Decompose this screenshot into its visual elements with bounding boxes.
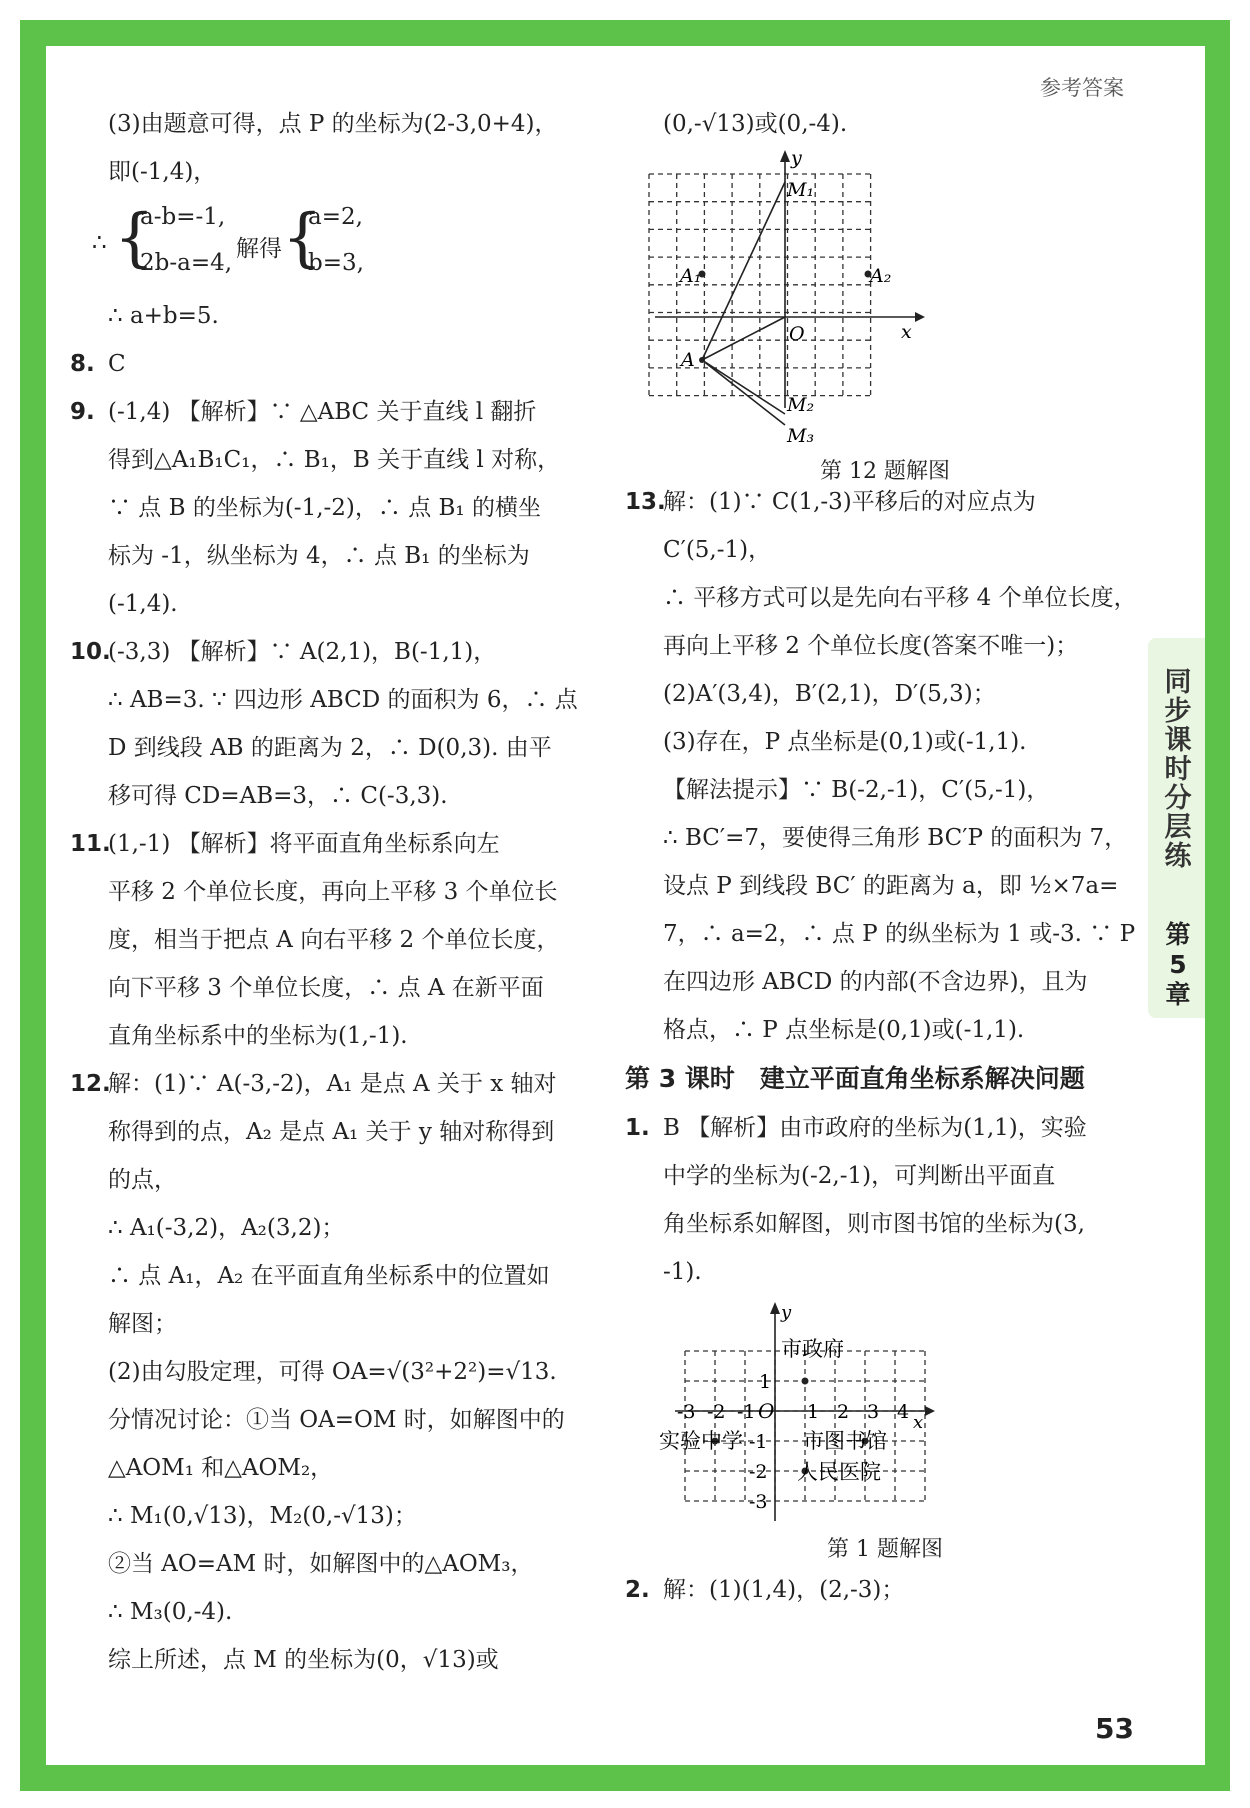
text-line: △AOM₁ 和△AOM₂， [108, 1455, 334, 1481]
answer-text: 解：(1)∵ C(1,-3)平移后的对应点为 [663, 489, 1036, 515]
text-line: (0,-√13)或(0,-4). [663, 111, 848, 137]
text-line: 综上所述，点 M 的坐标为(0，√13)或 [108, 1647, 499, 1673]
y-arrow-icon [780, 150, 790, 162]
segment-AO [702, 317, 785, 360]
green-border-right [1205, 20, 1230, 1791]
answer-item [70, 388, 590, 436]
answer-text: (-3,3) 【解析】∵ A(2,1)，B(-1,1)， [108, 639, 497, 665]
right-column [625, 100, 1145, 1614]
y-tick-label: -3 [749, 1491, 768, 1513]
y-tick-label: -1 [749, 1431, 768, 1453]
text-line: ∴ A₁(-3,2)，A₂(3,2)； [108, 1215, 345, 1241]
y-arrow-icon [770, 1302, 780, 1314]
label-M1: M₁ [787, 179, 815, 201]
y-label: y [791, 148, 802, 169]
green-border-top [20, 20, 1230, 46]
origin-label: O [758, 1399, 775, 1423]
y-tick-label: -2 [749, 1461, 768, 1483]
label-gov: 市政府 [781, 1337, 844, 1361]
x-tick-label: 2 [837, 1401, 850, 1423]
segment-AM1 [702, 182, 785, 360]
therefore-symbol: ∴ [92, 230, 107, 256]
figure-1-caption: 第 1 题解图 [827, 1537, 943, 1562]
equation-system [70, 196, 590, 292]
header-label: 参考答案 [1040, 76, 1124, 100]
text-line: ∵ 点 B 的坐标为(-1,-2)，∴ 点 B₁ 的横坐 [108, 495, 541, 521]
label-library: 市图书馆 [803, 1429, 887, 1453]
origin-label: O [789, 323, 805, 345]
text-line: ∴ M₁(0,√13)，M₂(0,-√13)； [108, 1503, 417, 1529]
right-column-bottom [625, 1566, 1145, 1614]
answer-item [70, 820, 590, 868]
text-line: (3)存在，P 点坐标是(0,1)或(-1,1). [663, 729, 1027, 755]
segment-AM3 [702, 360, 785, 425]
answer-number: 12. [70, 1071, 111, 1097]
figure-12-caption: 第 12 题解图 [820, 459, 950, 484]
side-tab-title: 同步课时分层练 [1164, 667, 1192, 872]
text-line: C′(5,-1)， [663, 537, 772, 563]
equation-1: a-b=-1, [140, 204, 226, 230]
x-tick-label: -1 [737, 1401, 756, 1423]
answer-item [70, 1060, 590, 1108]
text-line: 平移 2 个单位长度，再向上平移 3 个单位长 [108, 879, 558, 905]
x-arrow-icon [915, 312, 925, 322]
label-M2: M₂ [787, 394, 815, 416]
text-line: (3)由题意可得，点 P 的坐标为(2-3,0+4)， [108, 111, 558, 137]
x-arrow-icon [925, 1406, 935, 1416]
x-label: x [901, 321, 912, 343]
text-line: 度，相当于把点 A 向右平移 2 个单位长度， [108, 927, 560, 953]
answer-item [625, 1566, 1145, 1614]
text-line: 向下平移 3 个单位长度，∴ 点 A 在新平面 [108, 975, 544, 1001]
label-A1: A₁ [680, 265, 702, 287]
left-column [70, 100, 590, 1684]
green-border-left [20, 20, 46, 1791]
result-1: a=2, [308, 204, 363, 230]
answer-text: 解：(1)(1,4)，(2,-3)； [663, 1577, 905, 1603]
section-title: 第 3 课时 建立平面直角坐标系解决问题 [625, 1064, 1085, 1093]
x-tick-label: 1 [807, 1401, 820, 1423]
label-A2: A₂ [870, 265, 892, 287]
x-tick-label: 3 [867, 1401, 880, 1423]
side-tab-chapter: 第5章 [1165, 920, 1191, 1009]
text-line: (-1,4). [108, 591, 178, 617]
text-line: 角坐标系如解图，则市图书馆的坐标为(3, [663, 1211, 1085, 1237]
text-line: 的点， [108, 1167, 177, 1193]
x-tick-label: -2 [707, 1401, 726, 1423]
text-line: ∴ 平移方式可以是先向右平移 4 个单位长度， [663, 585, 1137, 611]
answer-number: 9. [70, 399, 95, 425]
equation-2: 2b-a=4, [140, 250, 233, 276]
answer-item [70, 628, 590, 676]
answer-item [70, 340, 590, 388]
text-line: ∴ a+b=5. [108, 303, 219, 329]
answer-number: 8. [70, 351, 95, 377]
page-number: 53 [1095, 1712, 1134, 1745]
left-brace: { [114, 201, 155, 275]
answer-number: 1. [625, 1115, 650, 1141]
result-2: b=3, [308, 250, 364, 276]
figure-12-graph [625, 148, 1145, 448]
text-line: -1). [663, 1259, 702, 1285]
answer-number: 13. [625, 489, 666, 515]
text-line: ∴ AB=3. ∵ 四边形 ABCD 的面积为 6，∴ 点 [108, 687, 578, 713]
text-line: 在四边形 ABCD 的内部(不含边界)，且为 [663, 969, 1088, 995]
text-line: ∴ M₃(0,-4). [108, 1599, 233, 1625]
label-school: 实验中学 [659, 1429, 743, 1453]
text-line: (2)由勾股定理，可得 OA=√(3²+2²)=√13. [108, 1359, 557, 1385]
label-A: A [681, 349, 695, 371]
text-line: 【解法提示】∵ B(-2,-1)，C′(5,-1)， [663, 777, 1050, 803]
answer-item [625, 1104, 1145, 1152]
text-line: 解图； [108, 1311, 177, 1337]
right-column-top [625, 100, 1145, 148]
text-line: 即(-1,4)， [108, 159, 217, 185]
text-line: 称得到的点，A₂ 是点 A₁ 关于 y 轴对称得到 [108, 1119, 555, 1145]
figure-1 [625, 1296, 1145, 1566]
y-tick-label: 1 [759, 1371, 772, 1393]
solve-label: 解得 [236, 236, 282, 262]
text-line: ∴ BC′=7，要使得三角形 BC′P 的面积为 7， [663, 825, 1128, 851]
label-M3: M₃ [787, 425, 815, 447]
text-line: 格点，∴ P 点坐标是(0,1)或(-1,1). [663, 1017, 1025, 1043]
text-line: ②当 AO=AM 时，如解图中的△AOM₃， [108, 1551, 534, 1577]
answer-number: 11. [70, 831, 111, 857]
answer-text: (-1,4) 【解析】∵ △ABC 关于直线 l 翻折 [108, 399, 537, 425]
x-tick-label: -3 [677, 1401, 696, 1423]
text-line: ∴ 点 A₁，A₂ 在平面直角坐标系中的位置如 [108, 1263, 550, 1289]
text-line: 7，∴ a=2，∴ 点 P 的纵坐标为 1 或-3. ∵ P [663, 921, 1136, 947]
y-label: y [781, 1302, 792, 1323]
text-line: (2)A′(3,4)，B′(2,1)，D′(5,3)； [663, 681, 996, 707]
answer-text: 解：(1)∵ A(-3,-2)，A₁ 是点 A 关于 x 轴对 [108, 1071, 557, 1097]
x-tick-label: 4 [897, 1401, 910, 1423]
text-line: 标为 -1，纵坐标为 4，∴ 点 B₁ 的坐标为 [108, 543, 530, 569]
figure-1-graph [625, 1296, 1145, 1526]
text-line: 移可得 CD=AB=3，∴ C(-3,3). [108, 783, 448, 809]
text-line: 直角坐标系中的坐标为(1,-1). [108, 1023, 408, 1049]
answer-number: 2. [625, 1577, 650, 1603]
answer-text: B 【解析】由市政府的坐标为(1,1)，实验 [663, 1115, 1087, 1141]
label-hospital: 人民医院 [797, 1460, 881, 1484]
green-border-bottom [20, 1765, 1230, 1791]
right-column-middle [625, 478, 1145, 1296]
x-label: x [913, 1412, 924, 1433]
text-line: 再向上平移 2 个单位长度(答案不唯一)； [663, 633, 1079, 659]
answer-text: (1,-1) 【解析】将平面直角坐标系向左 [108, 831, 500, 857]
text-line: 设点 P 到线段 BC′ 的距离为 a，即 ½×7a= [663, 873, 1119, 899]
answer-number: 10. [70, 639, 111, 665]
text-line: 得到△A₁B₁C₁，∴ B₁，B 关于直线 l 对称， [108, 447, 561, 473]
figure-12 [625, 148, 1145, 484]
text-line: D 到线段 AB 的距离为 2，∴ D(0,3). 由平 [108, 735, 552, 761]
left-brace: { [282, 201, 323, 275]
text-line: 分情况讨论：①当 OA=OM 时，如解图中的 [108, 1407, 565, 1433]
text-line: 中学的坐标为(-2,-1)，可判断出平面直 [663, 1163, 1056, 1189]
point-gov [802, 1378, 809, 1385]
answer-text: C [108, 351, 126, 377]
